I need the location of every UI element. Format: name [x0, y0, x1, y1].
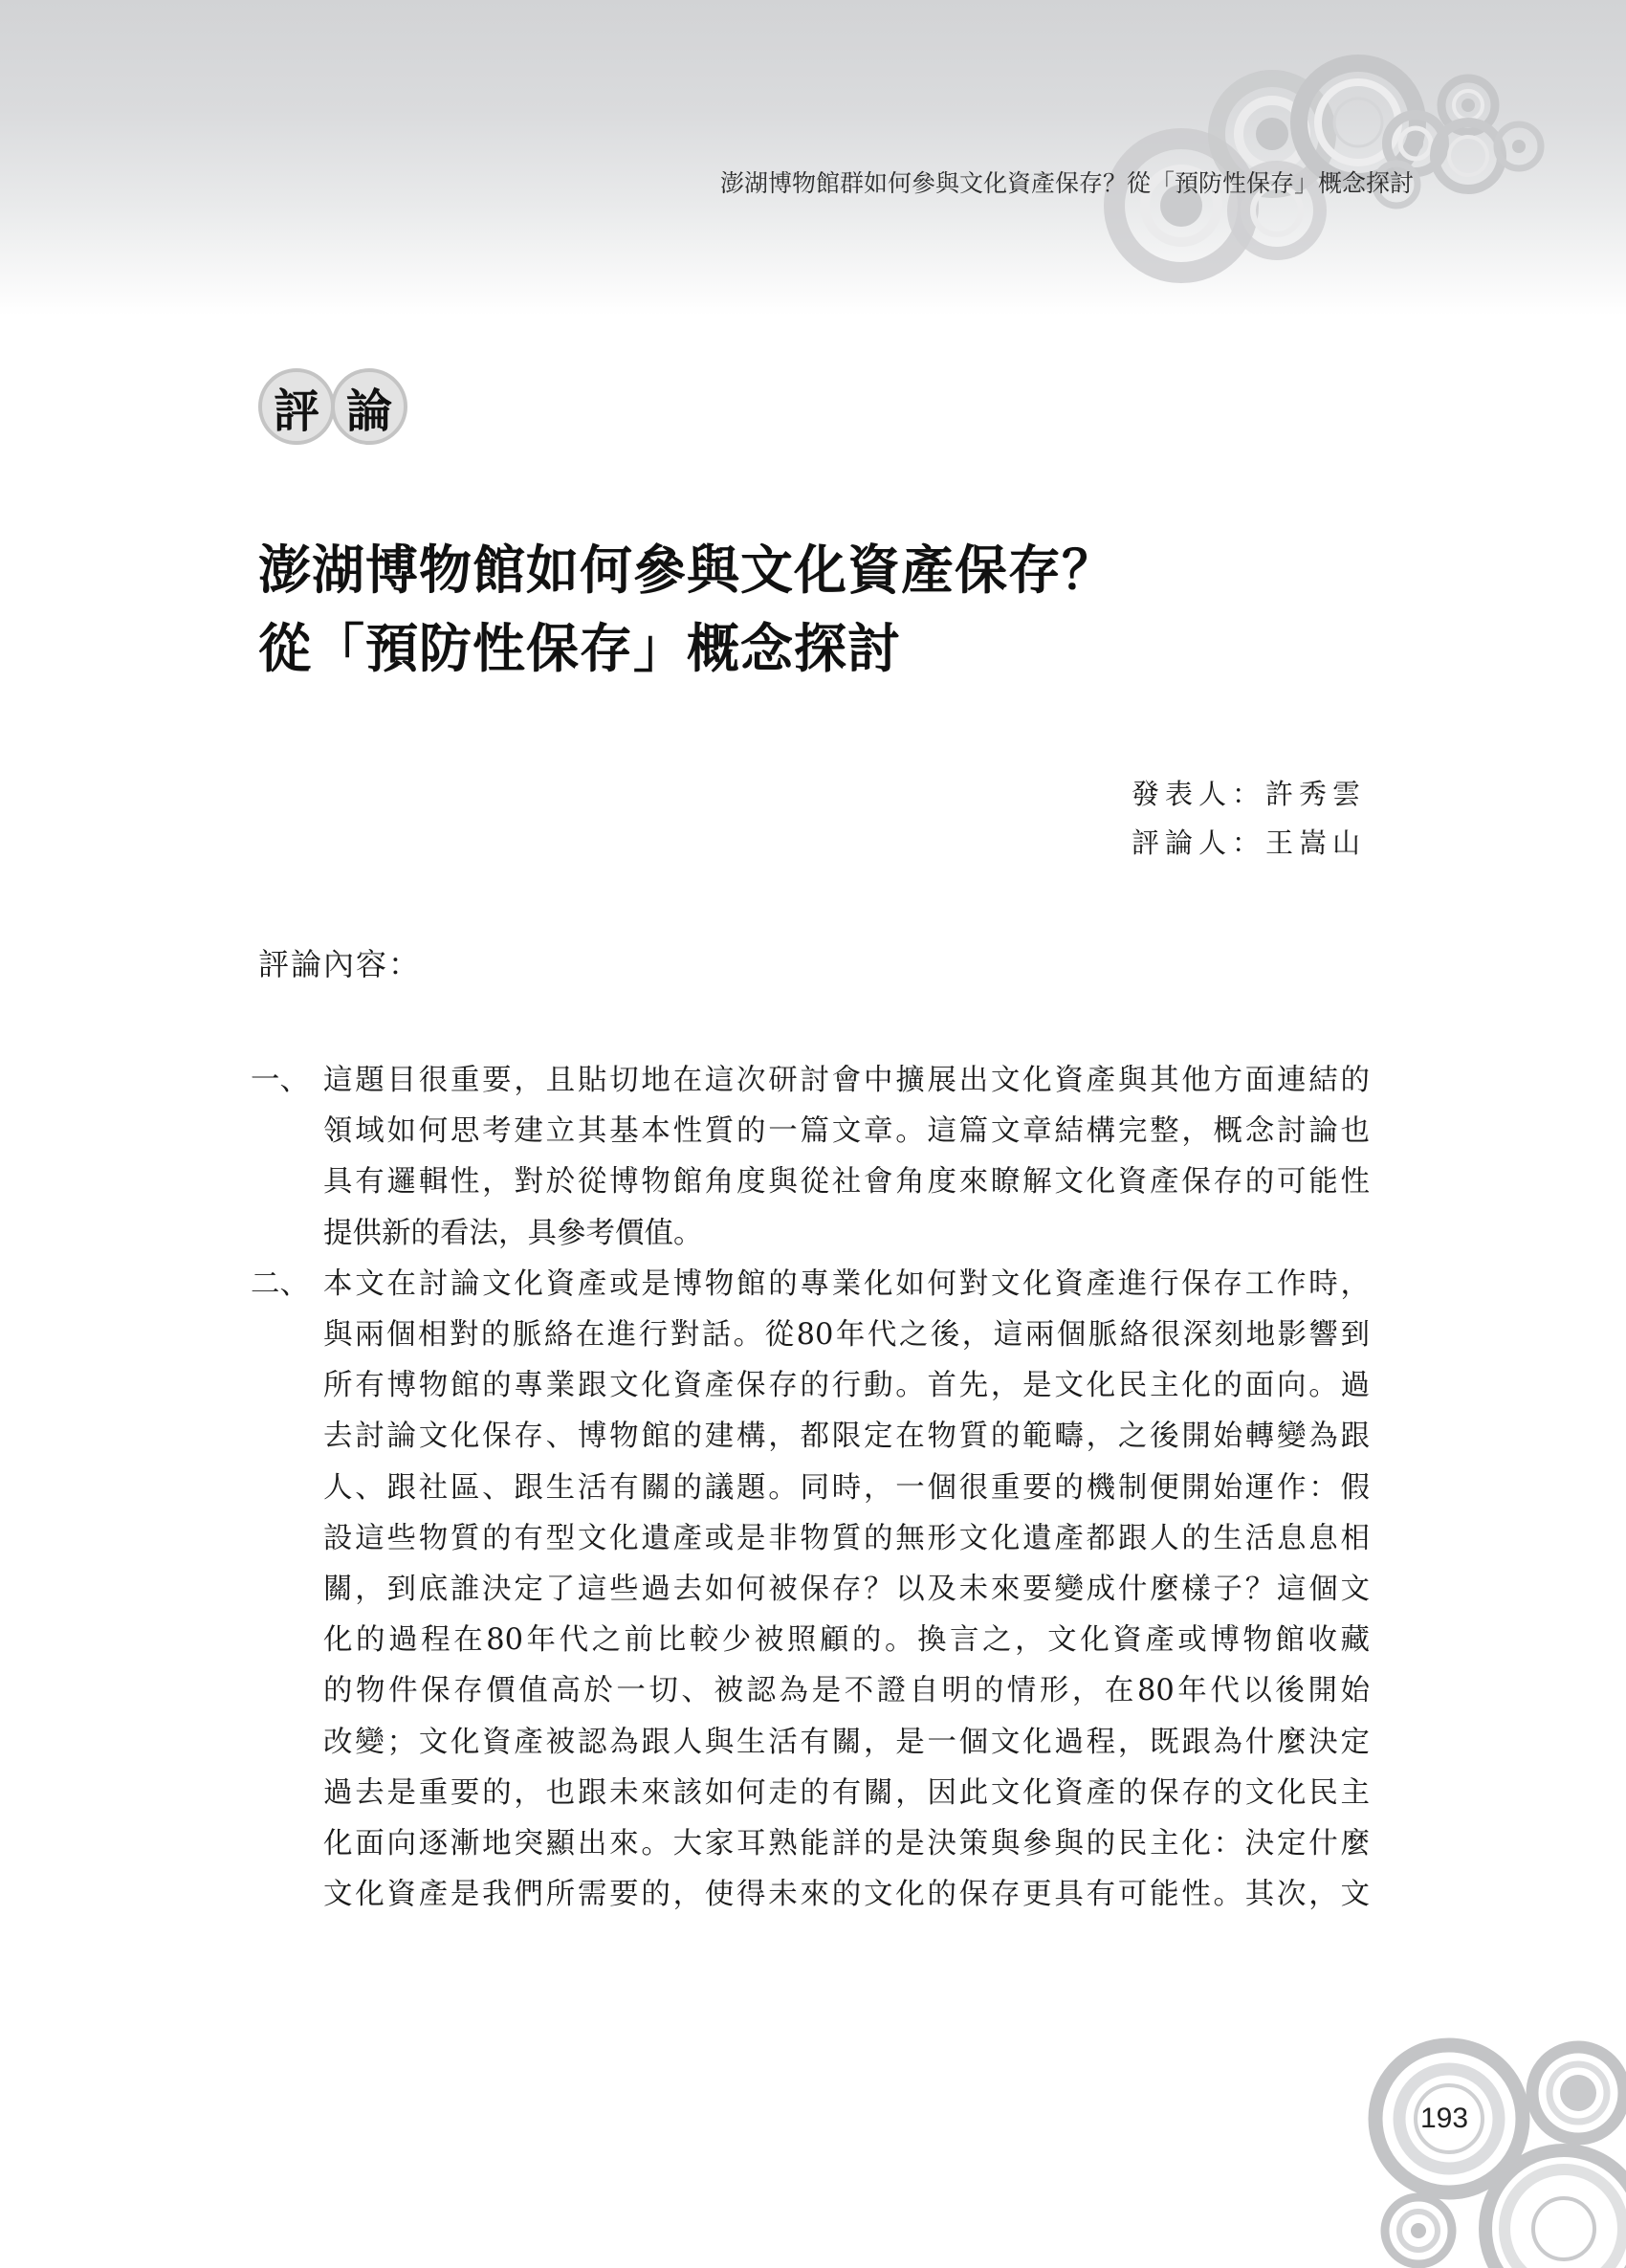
page-number: 193: [1419, 2103, 1469, 2134]
article-title: [258, 531, 1115, 688]
text-line: 文化資產是我們所需要的，使得未來的文化的保存更具有可能性。其次，文: [323, 1878, 1370, 1912]
list-marker: 二、: [251, 1266, 309, 1301]
presenter: 發表人：許秀雲: [1131, 778, 1366, 810]
text-line: 化的過程在80年代之前比較少被照顧的。換言之，文化資產或博物館收藏: [323, 1623, 1370, 1658]
text-line: 人、跟社區、跟生活有關的議題。同時，一個很重要的機制便開始運作：假: [323, 1470, 1370, 1505]
text-line: 的物件保存價值高於一切、被認為是不證自明的情形，在80年代以後開始: [323, 1674, 1370, 1708]
text-line: 過去是重要的，也跟未來該如何走的有關，因此文化資產的保存的文化民主: [323, 1775, 1370, 1810]
section-heading: 評論內容：: [258, 946, 422, 982]
section-badge: [258, 368, 404, 445]
title-line: 從「預防性保存」概念探討: [258, 617, 902, 679]
text-line: 去討論文化保存、博物館的建構，都限定在物質的範疇，之後開始轉變為跟: [323, 1420, 1370, 1454]
text-line: 提供新的看法，具參考價值。: [323, 1216, 703, 1250]
section-badge-char: 評: [258, 368, 335, 445]
text-line: 具有邏輯性，對於從博物館角度與從社會角度來瞭解文化資產保存的可能性: [323, 1165, 1370, 1200]
text-line: 這題目很重要，且貼切地在這次研討會中擴展出文化資產與其他方面連結的: [323, 1064, 1370, 1097]
header-circles-decoration: [1100, 0, 1626, 287]
list-item: [251, 1259, 1370, 1921]
list-item-text: [323, 1055, 1370, 1259]
text-line: 與兩個相對的脈絡在進行對話。從80年代之後，這兩個脈絡很深刻地影響到: [323, 1318, 1370, 1353]
text-line: 領域如何思考建立其基本性質的一篇文章。這篇文章結構完整，概念討論也: [323, 1114, 1370, 1149]
section-badge-char: 論: [331, 368, 407, 445]
footer-circles-decoration: [1339, 2009, 1626, 2268]
list-item: [251, 1055, 1370, 1259]
text-line: 改變；文化資產被認為跟人與生活有關，是一個文化過程，既跟為什麼決定: [323, 1725, 1370, 1759]
list-item-text: [323, 1259, 1370, 1921]
credits: [1132, 770, 1366, 868]
text-line: 所有博物館的專業跟文化資產保存的行動。首先，是文化民主化的面向。過: [323, 1369, 1370, 1403]
commentator: 評論人：王嵩山: [1131, 826, 1366, 859]
comment-body: [251, 1055, 1370, 1920]
text-line: 本文在討論文化資產或是博物館的專業化如何對文化資產進行保存工作時，: [323, 1266, 1370, 1301]
text-line: 化面向逐漸地突顯出來。大家耳熟能詳的是決策與參與的民主化：決定什麼: [323, 1827, 1370, 1861]
text-line: 關，到底誰決定了這些過去如何被保存？以及未來要變成什麼樣子？這個文: [323, 1573, 1370, 1607]
text-line: 設這些物質的有型文化遺產或是非物質的無形文化遺產都跟人的生活息息相: [323, 1521, 1370, 1555]
running-head: 澎湖博物館群如何參與文化資產保存？從「預防性保存」概念探討: [719, 169, 1414, 197]
title-line: 澎湖博物館如何參與文化資產保存？: [258, 539, 1116, 601]
list-marker: 一、: [251, 1064, 309, 1097]
